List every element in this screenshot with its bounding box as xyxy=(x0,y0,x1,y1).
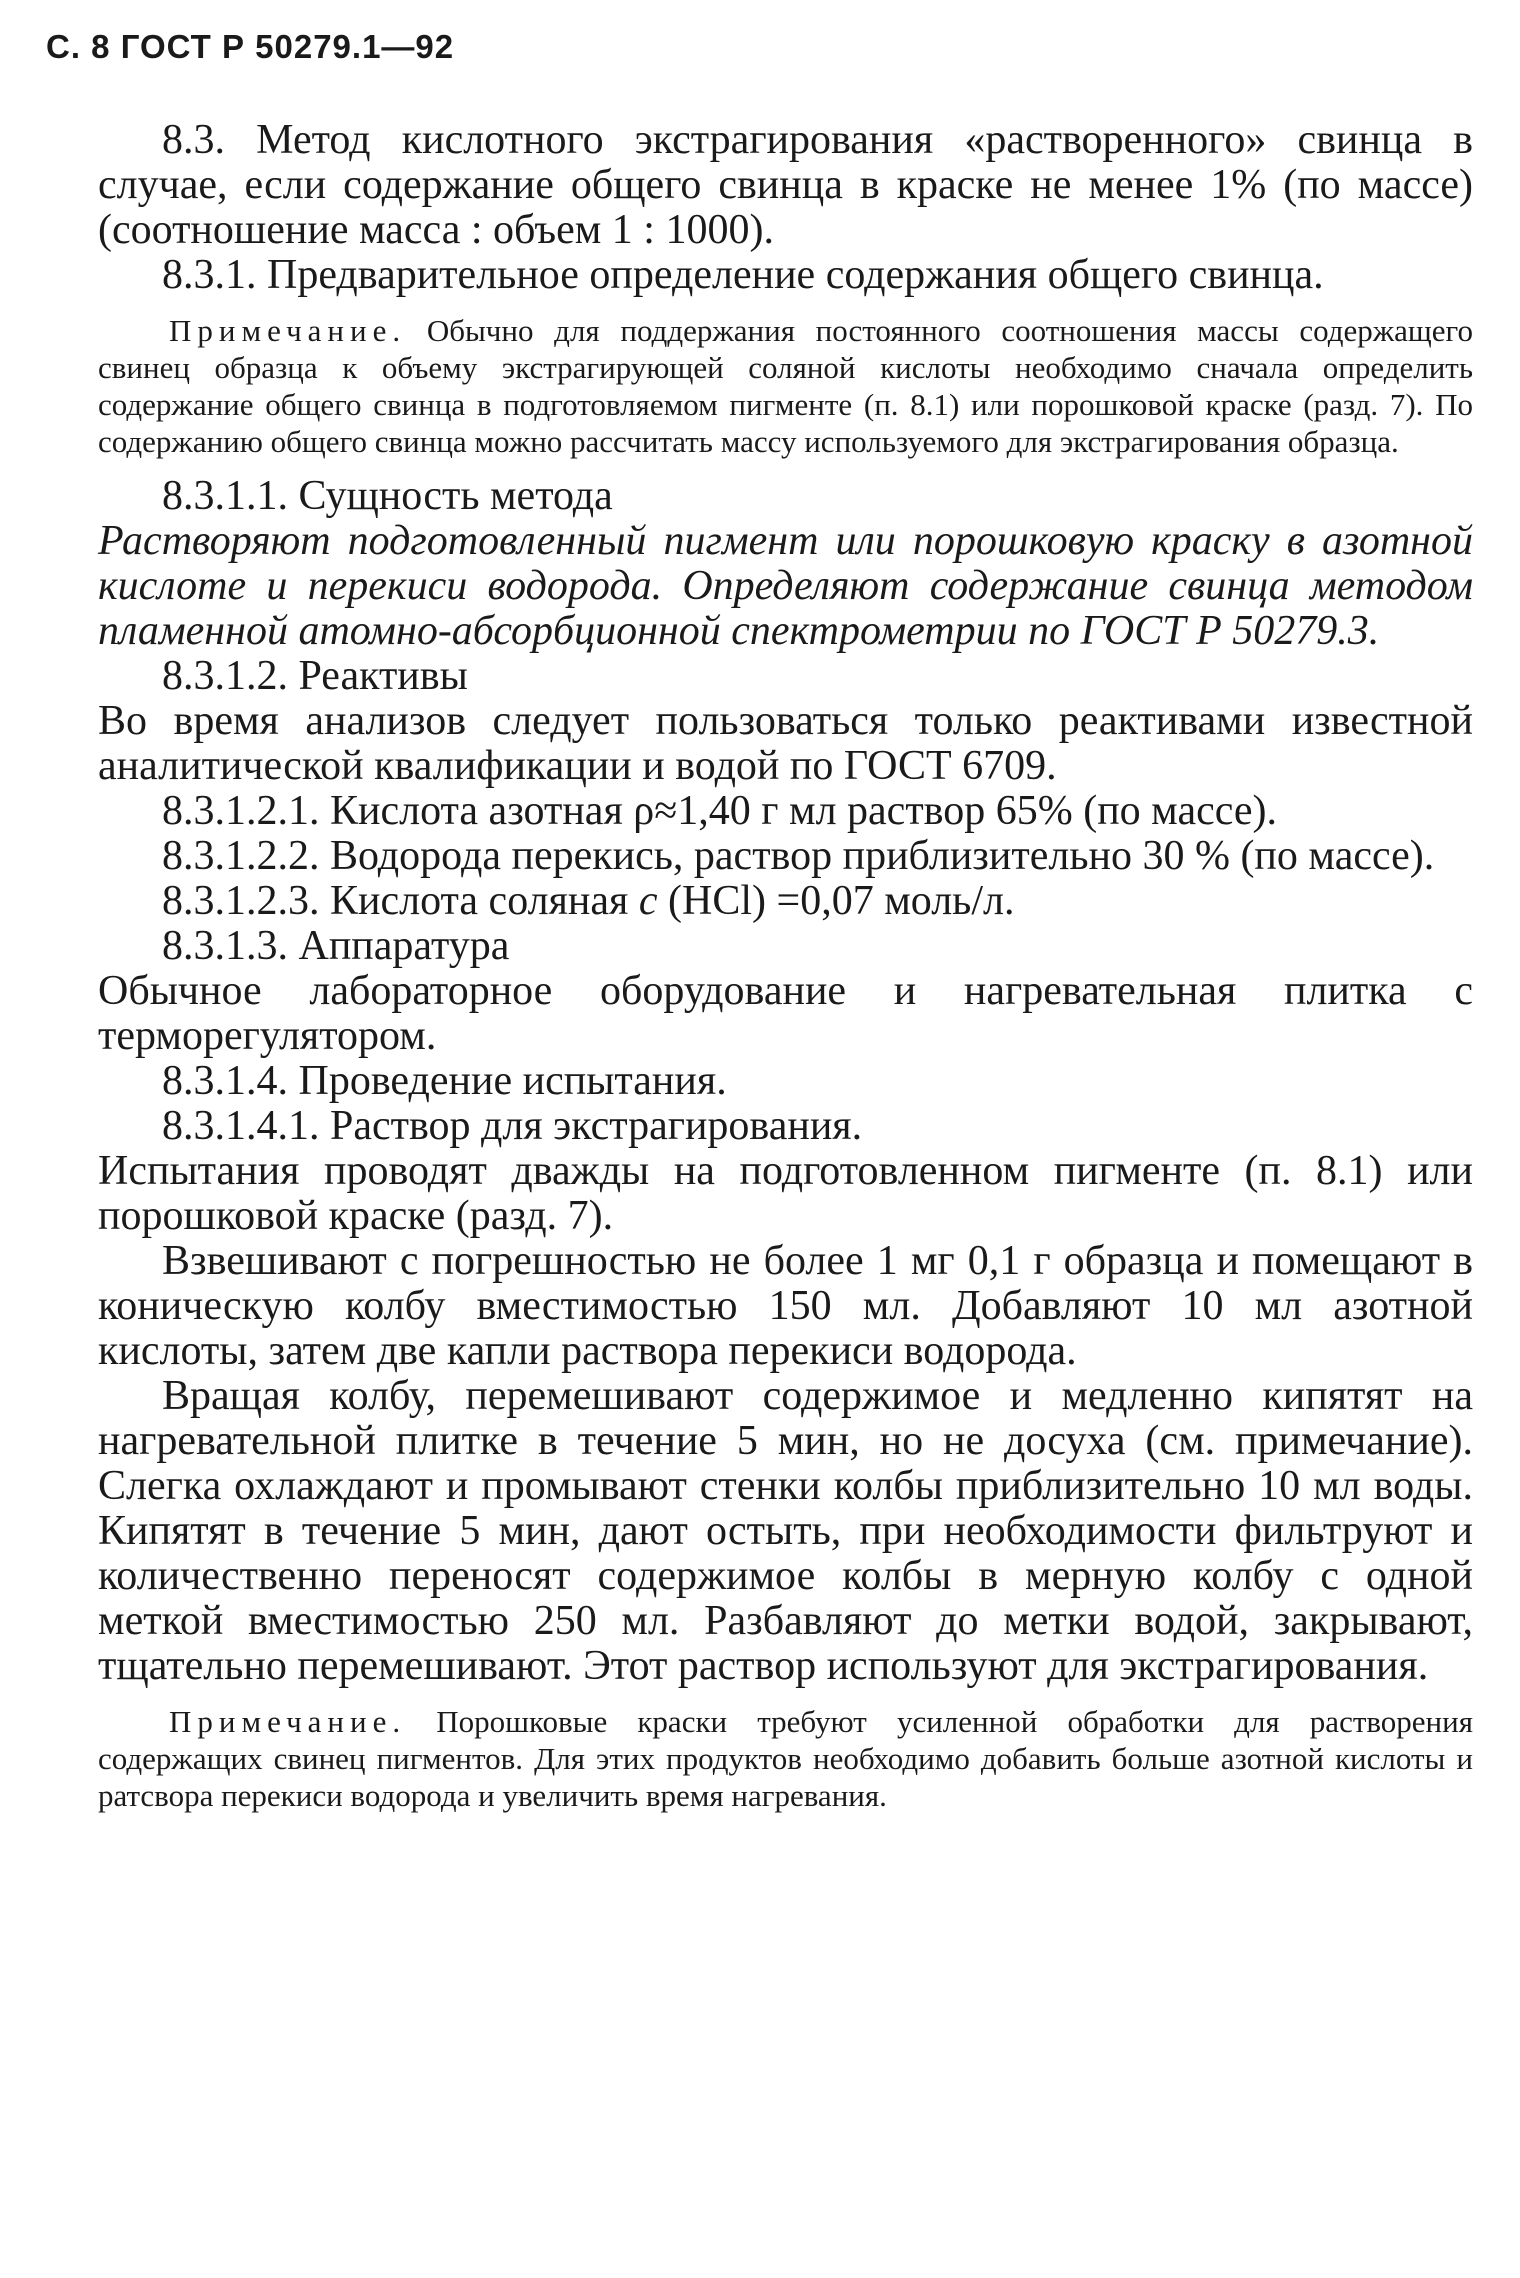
section-8-3-1-2-3-tail: (HCl) =0,07 моль/л. xyxy=(657,878,1015,924)
section-8-3-1: 8.3.1. Предварительное определение содержания общего свинца. xyxy=(162,252,1324,298)
page-header: С. 8 ГОСТ Р 50279.1—92 xyxy=(46,28,455,65)
section-8-3-1-2-3 xyxy=(98,879,1473,924)
note-1 xyxy=(98,312,1473,460)
section-8-3-1-4-1-heading: 8.3.1.4.1. Раствор для экстрагирования. xyxy=(162,1103,863,1149)
section-8-3-1-2-body: Во время анализов следует пользоваться только реактивами известной аналитической квалификации и водой по ГОСТ 6709. xyxy=(98,698,1473,789)
section-8-3-1-1-heading: 8.3.1.1. Сущность метода xyxy=(162,473,613,519)
note-2-text: Порошковые краски требуют усиленной обработки для растворения содержащих свинец пигментов. Для этих продуктов необходимо добавить больше азотной кислоты и ратсвора перекиси водорода и увеличить время нагревания. xyxy=(98,1704,1473,1813)
note-2-label: Примечание. xyxy=(169,1704,407,1739)
section-8-3-1-2-heading: 8.3.1.2. Реактивы xyxy=(162,653,468,699)
note-1-text: Обычно для поддержания постоянного соотношения массы содержащего свинец образца к объему экстрагирующей соляной кислоты необходимо сначала определить содержание общего свинца в подготовляемом пигменте (п. 8.1) или порошковой краске (разд. 7). По содержанию общего свинца можно рассчитать массу используемого для экстрагирования образца. xyxy=(98,313,1473,459)
section-8-3: 8.3. Метод кислотного экстрагирования «растворенного» свинца в случае, если содержание общего свинца в краске не менее 1% (по массе) (соотношение масса : объем 1 : 1000). xyxy=(98,117,1473,253)
section-8-3-1-1-body: Растворяют подготовленный пигмент или порошковую краску в азотной кислоте и перекиси водорода. Определяют содержание свинца методом пламенной атомно-абсорбционной спектрометрии по ГОСТ Р 50279.3. xyxy=(98,518,1473,654)
section-8-3-1-4-heading: 8.3.1.4. Проведение испытания. xyxy=(162,1058,727,1104)
paragraph-tests: Испытания проводят дважды на подготовленном пигменте (п. 8.1) или порошковой краске (разд. 7). xyxy=(98,1148,1473,1239)
section-8-3-1-2-1: 8.3.1.2.1. Кислота азотная ρ≈1,40 г мл раствор 65% (по массе). xyxy=(162,788,1278,834)
section-8-3-1-2-2: 8.3.1.2.2. Водорода перекись, раствор приблизительно 30 % (по массе). xyxy=(162,833,1435,879)
paragraph-weighing: Взвешивают с погрешностью не более 1 мг 0,1 г образца и помещают в коническую колбу вместимостью 150 мл. Добавляют 10 мл азотной кислоты, затем две капли раствора перекиси водорода. xyxy=(98,1238,1473,1374)
concentration-symbol: c xyxy=(638,878,658,924)
section-8-3-1-2-3-lead: 8.3.1.2.3. Кислота соляная xyxy=(162,878,639,924)
section-8-3-1-3-heading: 8.3.1.3. Аппаратура xyxy=(162,923,510,969)
note-2 xyxy=(98,1703,1473,1814)
note-1-label: Примечание. xyxy=(169,313,407,348)
section-8-3-1-3-body: Обычное лабораторное оборудование и нагревательная плитка с терморегулятором. xyxy=(98,968,1473,1059)
paragraph-rotation: Вращая колбу, перемешивают содержимое и медленно кипятят на нагревательной плитке в течение 5 мин, но не досуха (см. примечание). Слегка охлаждают и промывают стенки колбы приблизительно 10 мл воды. Кипятят в течение 5 мин, дают остыть, при необходимости фильтруют и количественно переносят содержимое колбы в мерную колбу с одной меткой вместимостью 250 мл. Разбавляют до метки водой, закрывают, тщательно перемешивают. Этот раствор используют для экстрагирования. xyxy=(98,1373,1473,1689)
document-body xyxy=(98,118,1473,1814)
